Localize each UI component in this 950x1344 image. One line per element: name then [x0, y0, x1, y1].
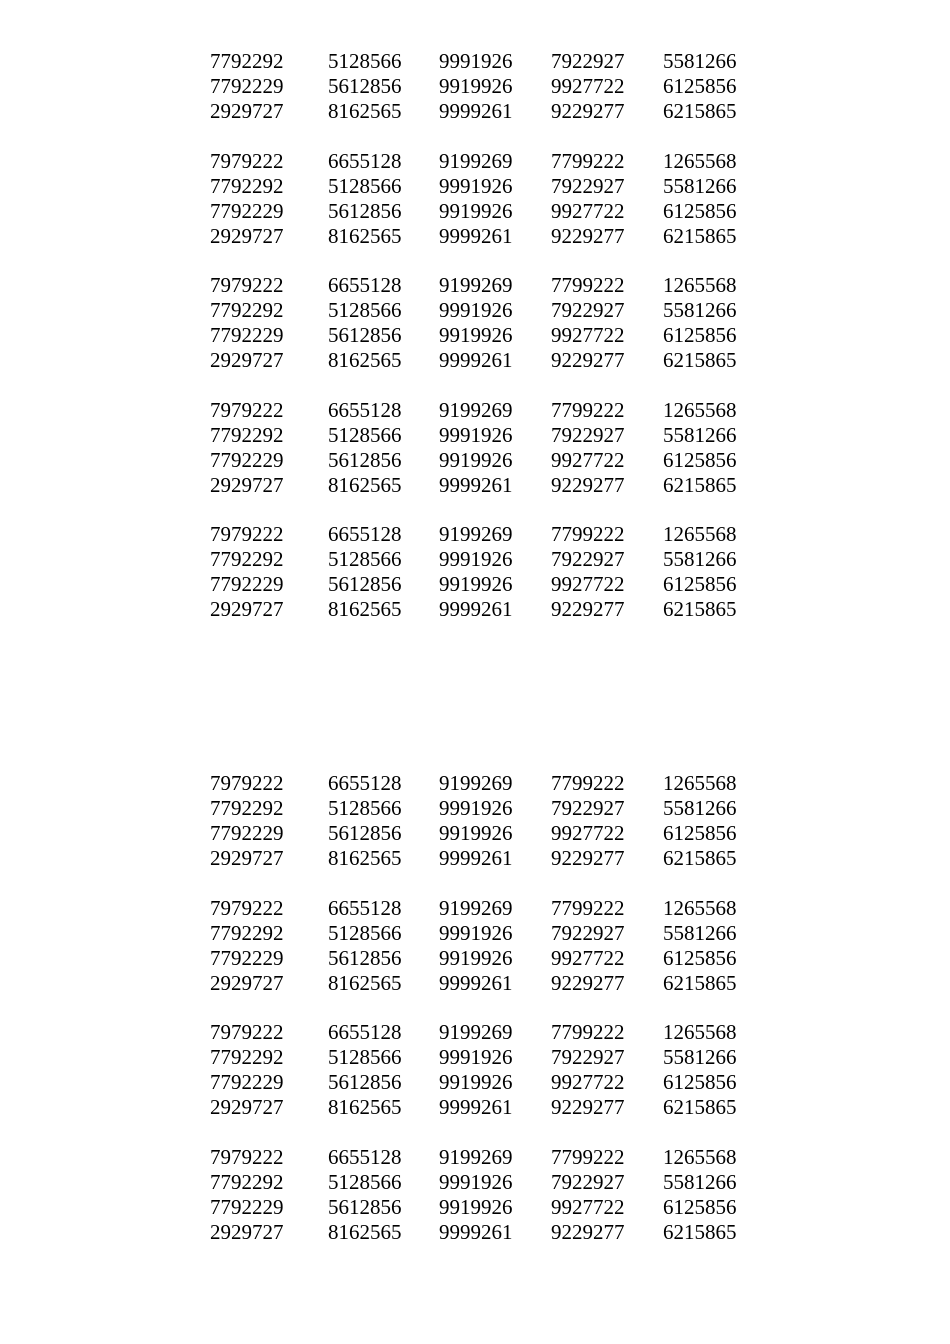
number-cell: 9991926	[439, 49, 513, 73]
number-cell: 7792229	[210, 448, 284, 472]
number-cell: 9927722	[551, 74, 625, 98]
number-cell: 5128566	[328, 423, 402, 447]
number-cell: 7792229	[210, 74, 284, 98]
number-cell: 2929727	[210, 473, 284, 497]
number-cell: 7922927	[551, 423, 625, 447]
number-row	[0, 896, 950, 921]
number-cell: 9999261	[439, 473, 513, 497]
number-cell: 9199269	[439, 896, 513, 920]
number-cell: 7799222	[551, 273, 625, 297]
number-cell: 9229277	[551, 971, 625, 995]
number-cell: 9919926	[439, 821, 513, 845]
number-row	[0, 1195, 950, 1220]
number-cell: 5612856	[328, 323, 402, 347]
number-cell: 7792229	[210, 1195, 284, 1219]
number-cell: 7799222	[551, 398, 625, 422]
number-row	[0, 946, 950, 971]
number-row	[0, 771, 950, 796]
number-cell: 5581266	[663, 921, 737, 945]
number-row	[0, 1095, 950, 1120]
number-cell: 5612856	[328, 1070, 402, 1094]
number-cell: 9991926	[439, 423, 513, 447]
number-cell: 8162565	[328, 1220, 402, 1244]
number-row	[0, 298, 950, 323]
number-cell: 5581266	[663, 796, 737, 820]
number-row	[0, 149, 950, 174]
number-row	[0, 1220, 950, 1245]
number-cell: 7792229	[210, 199, 284, 223]
number-cell: 7922927	[551, 174, 625, 198]
number-cell: 5128566	[328, 547, 402, 571]
number-cell: 7792229	[210, 1070, 284, 1094]
number-cell: 1265568	[663, 896, 737, 920]
number-cell: 9927722	[551, 199, 625, 223]
number-cell: 7799222	[551, 1145, 625, 1169]
number-cell: 9919926	[439, 572, 513, 596]
number-row	[0, 597, 950, 622]
number-cell: 6215865	[663, 1220, 737, 1244]
number-cell: 7792292	[210, 547, 284, 571]
number-row	[0, 199, 950, 224]
number-row	[0, 273, 950, 298]
number-cell: 1265568	[663, 522, 737, 546]
number-row	[0, 423, 950, 448]
number-cell: 7792292	[210, 921, 284, 945]
number-cell: 7799222	[551, 896, 625, 920]
number-cell: 6215865	[663, 99, 737, 123]
number-cell: 7792229	[210, 821, 284, 845]
number-row	[0, 323, 950, 348]
number-cell: 9991926	[439, 1045, 513, 1069]
number-cell: 9229277	[551, 224, 625, 248]
number-cell: 5612856	[328, 74, 402, 98]
number-cell: 5612856	[328, 572, 402, 596]
number-cell: 9229277	[551, 99, 625, 123]
number-cell: 7922927	[551, 547, 625, 571]
number-cell: 5581266	[663, 547, 737, 571]
number-cell: 9229277	[551, 1220, 625, 1244]
number-cell: 9927722	[551, 448, 625, 472]
number-row	[0, 572, 950, 597]
number-cell: 7979222	[210, 522, 284, 546]
number-cell: 2929727	[210, 224, 284, 248]
number-cell: 6655128	[328, 398, 402, 422]
number-cell: 5581266	[663, 298, 737, 322]
number-cell: 2929727	[210, 1095, 284, 1119]
number-cell: 8162565	[328, 473, 402, 497]
number-cell: 7792292	[210, 1045, 284, 1069]
number-cell: 6215865	[663, 473, 737, 497]
number-cell: 9991926	[439, 921, 513, 945]
number-cell: 7922927	[551, 298, 625, 322]
number-cell: 6215865	[663, 597, 737, 621]
number-cell: 9229277	[551, 1095, 625, 1119]
number-cell: 5128566	[328, 174, 402, 198]
number-cell: 9229277	[551, 597, 625, 621]
number-cell: 6655128	[328, 896, 402, 920]
number-row	[0, 74, 950, 99]
number-cell: 9991926	[439, 547, 513, 571]
number-cell: 5612856	[328, 199, 402, 223]
number-cell: 1265568	[663, 398, 737, 422]
number-cell: 7979222	[210, 1145, 284, 1169]
number-cell: 7799222	[551, 771, 625, 795]
number-cell: 6125856	[663, 323, 737, 347]
number-cell: 6125856	[663, 448, 737, 472]
number-cell: 9927722	[551, 821, 625, 845]
number-cell: 1265568	[663, 1145, 737, 1169]
number-cell: 9229277	[551, 846, 625, 870]
number-cell: 7979222	[210, 896, 284, 920]
number-cell: 7922927	[551, 921, 625, 945]
number-cell: 9199269	[439, 522, 513, 546]
number-cell: 7979222	[210, 273, 284, 297]
number-row	[0, 348, 950, 373]
number-cell: 9991926	[439, 796, 513, 820]
number-cell: 9999261	[439, 846, 513, 870]
number-cell: 9927722	[551, 572, 625, 596]
number-cell: 5581266	[663, 1170, 737, 1194]
number-cell: 6655128	[328, 149, 402, 173]
number-cell: 7922927	[551, 1045, 625, 1069]
number-row	[0, 821, 950, 846]
number-row	[0, 473, 950, 498]
number-cell: 5612856	[328, 448, 402, 472]
number-row	[0, 846, 950, 871]
number-cell: 5128566	[328, 796, 402, 820]
number-row	[0, 448, 950, 473]
number-cell: 1265568	[663, 149, 737, 173]
number-cell: 7792292	[210, 174, 284, 198]
number-cell: 8162565	[328, 971, 402, 995]
number-cell: 7799222	[551, 149, 625, 173]
number-cell: 9199269	[439, 149, 513, 173]
number-cell: 2929727	[210, 971, 284, 995]
number-cell: 8162565	[328, 846, 402, 870]
number-cell: 6655128	[328, 1020, 402, 1044]
number-row	[0, 796, 950, 821]
number-cell: 2929727	[210, 348, 284, 372]
number-cell: 7799222	[551, 522, 625, 546]
number-cell: 5581266	[663, 49, 737, 73]
number-cell: 2929727	[210, 99, 284, 123]
number-row	[0, 174, 950, 199]
number-cell: 2929727	[210, 846, 284, 870]
number-cell: 7979222	[210, 149, 284, 173]
number-cell: 9229277	[551, 473, 625, 497]
number-cell: 8162565	[328, 224, 402, 248]
number-cell: 7922927	[551, 796, 625, 820]
number-cell: 7792292	[210, 49, 284, 73]
number-cell: 9927722	[551, 323, 625, 347]
number-cell: 9919926	[439, 1195, 513, 1219]
number-cell: 5128566	[328, 298, 402, 322]
number-cell: 8162565	[328, 99, 402, 123]
number-cell: 6125856	[663, 572, 737, 596]
number-cell: 9999261	[439, 1095, 513, 1119]
number-cell: 8162565	[328, 597, 402, 621]
number-cell: 7792229	[210, 946, 284, 970]
number-cell: 9919926	[439, 448, 513, 472]
number-cell: 5128566	[328, 1170, 402, 1194]
number-row	[0, 1145, 950, 1170]
number-cell: 7792292	[210, 423, 284, 447]
number-cell: 9199269	[439, 1145, 513, 1169]
number-row	[0, 1045, 950, 1070]
number-cell: 7979222	[210, 1020, 284, 1044]
number-row	[0, 522, 950, 547]
number-cell: 9927722	[551, 946, 625, 970]
number-cell: 1265568	[663, 273, 737, 297]
number-cell: 9927722	[551, 1070, 625, 1094]
number-cell: 5612856	[328, 821, 402, 845]
number-cell: 5128566	[328, 1045, 402, 1069]
number-cell: 7799222	[551, 1020, 625, 1044]
number-cell: 7922927	[551, 49, 625, 73]
number-row	[0, 547, 950, 572]
number-row	[0, 1070, 950, 1095]
number-cell: 9999261	[439, 99, 513, 123]
number-cell: 5612856	[328, 1195, 402, 1219]
number-cell: 9919926	[439, 199, 513, 223]
number-cell: 2929727	[210, 1220, 284, 1244]
number-cell: 9991926	[439, 1170, 513, 1194]
number-row	[0, 971, 950, 996]
number-cell: 5581266	[663, 174, 737, 198]
number-cell: 5128566	[328, 921, 402, 945]
number-row	[0, 49, 950, 74]
number-cell: 9919926	[439, 323, 513, 347]
number-cell: 5612856	[328, 946, 402, 970]
number-cell: 9229277	[551, 348, 625, 372]
number-cell: 5581266	[663, 423, 737, 447]
number-cell: 7792229	[210, 572, 284, 596]
number-cell: 9999261	[439, 597, 513, 621]
number-cell: 9999261	[439, 224, 513, 248]
number-row	[0, 99, 950, 124]
number-cell: 6655128	[328, 522, 402, 546]
number-cell: 9991926	[439, 174, 513, 198]
number-cell: 7922927	[551, 1170, 625, 1194]
number-cell: 5581266	[663, 1045, 737, 1069]
number-cell: 9199269	[439, 398, 513, 422]
number-cell: 9199269	[439, 771, 513, 795]
number-cell: 9999261	[439, 971, 513, 995]
number-cell: 7979222	[210, 771, 284, 795]
number-cell: 7792292	[210, 796, 284, 820]
number-cell: 6655128	[328, 273, 402, 297]
number-cell: 9999261	[439, 348, 513, 372]
number-cell: 6215865	[663, 846, 737, 870]
number-row	[0, 921, 950, 946]
number-cell: 6125856	[663, 1070, 737, 1094]
number-cell: 1265568	[663, 771, 737, 795]
number-cell: 9919926	[439, 74, 513, 98]
number-row	[0, 224, 950, 249]
number-cell: 9199269	[439, 273, 513, 297]
number-cell: 9991926	[439, 298, 513, 322]
number-cell: 6655128	[328, 1145, 402, 1169]
number-cell: 8162565	[328, 348, 402, 372]
number-cell: 1265568	[663, 1020, 737, 1044]
number-cell: 6215865	[663, 971, 737, 995]
number-row	[0, 398, 950, 423]
number-cell: 6125856	[663, 74, 737, 98]
number-cell: 6125856	[663, 199, 737, 223]
number-cell: 9919926	[439, 1070, 513, 1094]
number-cell: 6215865	[663, 224, 737, 248]
number-cell: 8162565	[328, 1095, 402, 1119]
number-cell: 9199269	[439, 1020, 513, 1044]
number-cell: 7792292	[210, 298, 284, 322]
number-cell: 2929727	[210, 597, 284, 621]
number-cell: 9999261	[439, 1220, 513, 1244]
number-cell: 6125856	[663, 946, 737, 970]
number-cell: 9927722	[551, 1195, 625, 1219]
number-row	[0, 1170, 950, 1195]
number-cell: 7792229	[210, 323, 284, 347]
number-row	[0, 1020, 950, 1045]
number-cell: 5128566	[328, 49, 402, 73]
number-cell: 9919926	[439, 946, 513, 970]
number-cell: 6125856	[663, 821, 737, 845]
number-cell: 6655128	[328, 771, 402, 795]
number-cell: 7792292	[210, 1170, 284, 1194]
number-cell: 6215865	[663, 348, 737, 372]
number-cell: 6215865	[663, 1095, 737, 1119]
number-cell: 6125856	[663, 1195, 737, 1219]
number-cell: 7979222	[210, 398, 284, 422]
